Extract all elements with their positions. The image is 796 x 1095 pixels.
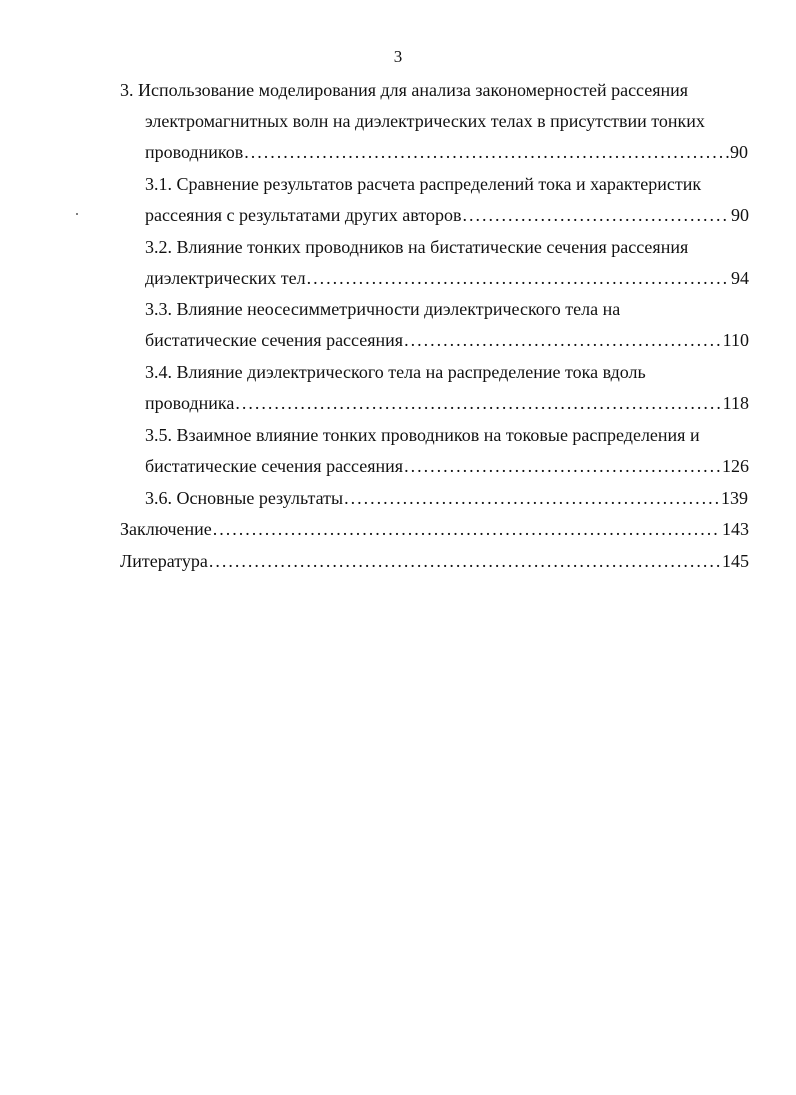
toc-text-line: проводников xyxy=(145,142,244,162)
toc-leader-line xyxy=(145,140,748,164)
dot-leader xyxy=(462,203,730,227)
dot-leader xyxy=(244,140,729,164)
toc-page-number: 118 xyxy=(722,393,749,413)
page-number: 3 xyxy=(393,47,403,66)
toc-page-number: 143 xyxy=(722,519,749,539)
toc-entry-conclusion xyxy=(120,517,749,541)
dot-leader xyxy=(404,454,721,478)
dot-leader xyxy=(209,549,721,573)
toc-page-number: 90 xyxy=(731,205,749,225)
toc-page-number: 126 xyxy=(722,456,749,476)
toc-leader-line xyxy=(145,454,749,478)
dot-leader xyxy=(235,391,721,415)
toc-entry-3-6 xyxy=(145,486,748,510)
toc-page-number: 110 xyxy=(722,330,749,350)
toc-text-line: Заключение xyxy=(120,519,212,539)
toc-entry-literature xyxy=(120,549,749,573)
toc-text-line: 3.3. Влияние неосесимметричности диэлектрического тела на xyxy=(145,299,621,319)
toc-leader-line xyxy=(145,203,749,227)
toc-page-number: 94 xyxy=(731,268,749,288)
dot-leader xyxy=(344,486,720,510)
toc-text-line: 3. Использование моделирования для анализа закономерностей рассеяния xyxy=(120,80,689,100)
scan-speck xyxy=(76,213,78,215)
dot-leader xyxy=(213,517,721,541)
toc-text-line: 3.1. Сравнение результатов расчета распределений тока и характеристик xyxy=(145,174,702,194)
toc-text-line: 3.4. Влияние диэлектрического тела на распределение тока вдоль xyxy=(145,362,646,382)
toc-page-number: 145 xyxy=(722,551,749,571)
toc-text-line: 3.2. Влияние тонких проводников на бистатические сечения рассеяния xyxy=(145,237,689,257)
toc-text-line: диэлектрических тел xyxy=(145,268,306,288)
toc-text-line: 3.5. Взаимное влияние тонких проводников на токовые распределения и xyxy=(145,425,700,445)
toc-text-line: бистатические сечения рассеяния xyxy=(145,456,404,476)
toc-text-line: проводника xyxy=(145,393,235,413)
toc-text-line: Литература xyxy=(120,551,208,571)
dot-leader xyxy=(404,328,722,352)
toc-leader-line xyxy=(145,391,749,415)
toc-text-line: электромагнитных волн на диэлектрических телах в присутствии тонких xyxy=(145,111,705,131)
dot-leader xyxy=(307,266,730,290)
toc-text-line: рассеяния с результатами других авторов xyxy=(145,205,462,225)
toc-leader-line xyxy=(145,328,749,352)
toc-page-number: 90 xyxy=(730,142,748,162)
toc-leader-line xyxy=(145,266,749,290)
toc-page-number: 139 xyxy=(721,488,748,508)
toc-text-line: 3.6. Основные результаты xyxy=(145,488,344,508)
toc-text-line: бистатические сечения рассеяния xyxy=(145,330,404,350)
